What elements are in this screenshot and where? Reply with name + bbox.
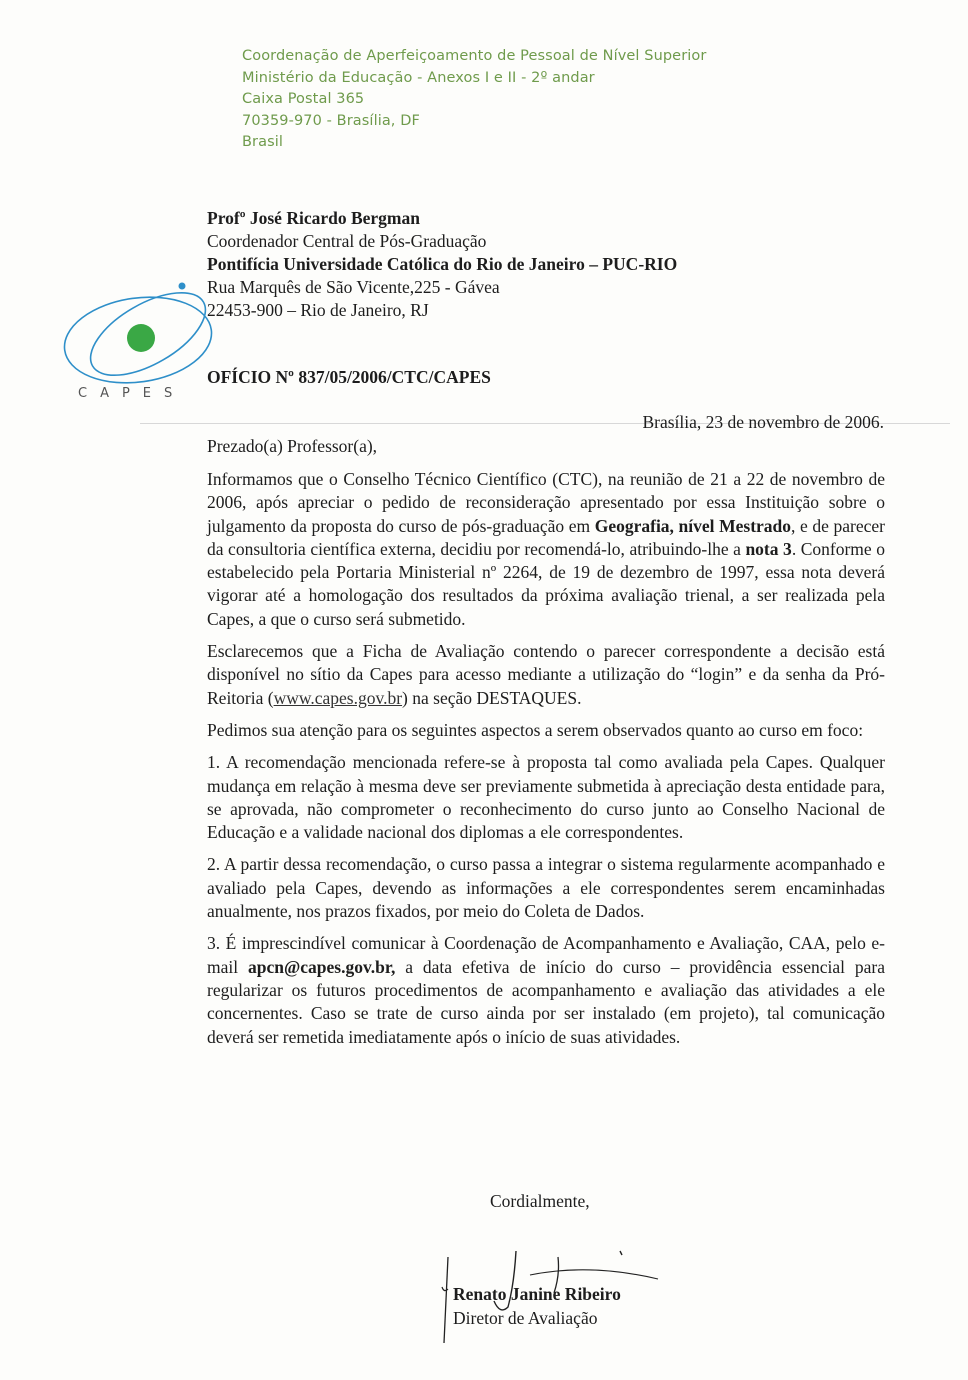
paragraph-attention: Pedimos sua atenção para os seguintes aspectos a serem observados quanto ao curso em foco: [207,719,864,740]
addressee-institution: Pontifícia Universidade Católica do Rio de Janeiro – PUC-RIO [207,254,678,274]
closing: Cordialmente, [490,1191,590,1211]
signer-name: Renato Janine Ribeiro [453,1284,621,1304]
contact-email[interactable]: apcn@capes.gov.br, [247,956,396,977]
text-span: . Conforme o estabelecido pela Portaria Ministerial nº 2264, de 19 de dezembro de 1997, essa nota deverá vigorar até a homologação dos resultados da próxima avaliação trienal, a ser realizada pela Capes, a que o curso será submetido. [207,538,885,629]
addressee-street: Rua Marquês de São Vicente,225 - Gávea [207,277,500,297]
addressee-city: 22453-900 – Rio de Janeiro, RJ [207,300,429,320]
text-span: , e de parecer da consultoria científica externa, decidiu por recomendá-lo, atribuindo-lhe a [207,515,886,559]
text-span: Esclarecemos que a Ficha de Avaliação contendo o parecer correspondente a decisão está disponível no sítio da Capes para acesso mediante a utilização do “login” e da senha da Pró-Reitoria ( [207,641,885,708]
letterhead-line: Brasil [242,134,284,150]
course-grade: nota 3 [745,538,792,559]
letterhead [242,46,706,154]
letterhead-line: Ministério da Educação - Anexos I e II - 2º andar [242,69,595,86]
list-item: 1. A recomendação mencionada refere-se à proposta tal como avaliada pela Capes. Qualquer mudança em relação à mesma deve ser previamente submetida à apreciação desta entidade para, se aprovada, não comprometer o reconhecimento do curso junto ao Conselho Nacional de Educação e a validade nacional dos diplomas a ele correspondentes. [207,752,885,843]
letter-body [207,468,885,1058]
course-name: Geografia, nível Mestrado [594,515,792,536]
text-span: ) na seção DESTAQUES. [402,687,582,708]
letter-date: Brasília, 23 de novembro de 2006. [642,412,884,432]
paragraph-decision [207,468,885,631]
text-span: Informamos que o Conselho Técnico Científico (CTC), na reunião de 21 a 22 de novembro de 2006, após apreciar o pedido de reconsideração apresentado por essa Instituição sobre o julgamento da proposta do curso de pós-graduação em [207,469,885,536]
text-span: 3. É imprescindível comunicar à Coordenação de Acompanhamento e Avaliação, CAA, pelo e-mail [207,933,885,977]
capes-logo-text: CAPES [78,386,186,401]
letterhead-line: Coordenação de Aperfeiçoamento de Pessoal de Nível Superior [242,48,707,64]
addressee-name: Profº José Ricardo Bergman [207,208,420,228]
signer-block [453,1282,621,1330]
salutation: Prezado(a) Professor(a), [207,436,378,456]
list-item: 2. A partir dessa recomendação, o curso passa a integrar o sistema regularmente acompanhado e avaliado pela Capes, devendo as informações a ele correspondentes serem encaminhadas anualmente, nos prazos fixados, por meio do Coleta de Dados. [207,854,885,922]
addressee-role: Coordenador Central de Pós-Graduação [207,231,487,251]
paragraph-evaluation-form [207,640,885,710]
signer-title: Diretor de Avaliação [453,1308,598,1328]
addressee-block [207,207,677,322]
text-span: a data efetiva de início do curso – providência essencial para regularizar os futuros procedimentos de acompanhamento e avaliação das atividades a ele concernentes. Caso se trate de curso ainda por ser instalado (em projeto), tal comunicação deverá ser remetida imediatamente após o início de suas atividades. [207,956,885,1047]
letterhead-line: 70359-970 - Brasília, DF [242,112,420,129]
letterhead-line: Caixa Postal 365 [242,91,365,107]
capes-website-link[interactable]: www.capes.gov.br [273,687,403,708]
reference-number: OFÍCIO Nº 837/05/2006/CTC/CAPES [207,367,491,387]
list-item [207,932,885,1048]
